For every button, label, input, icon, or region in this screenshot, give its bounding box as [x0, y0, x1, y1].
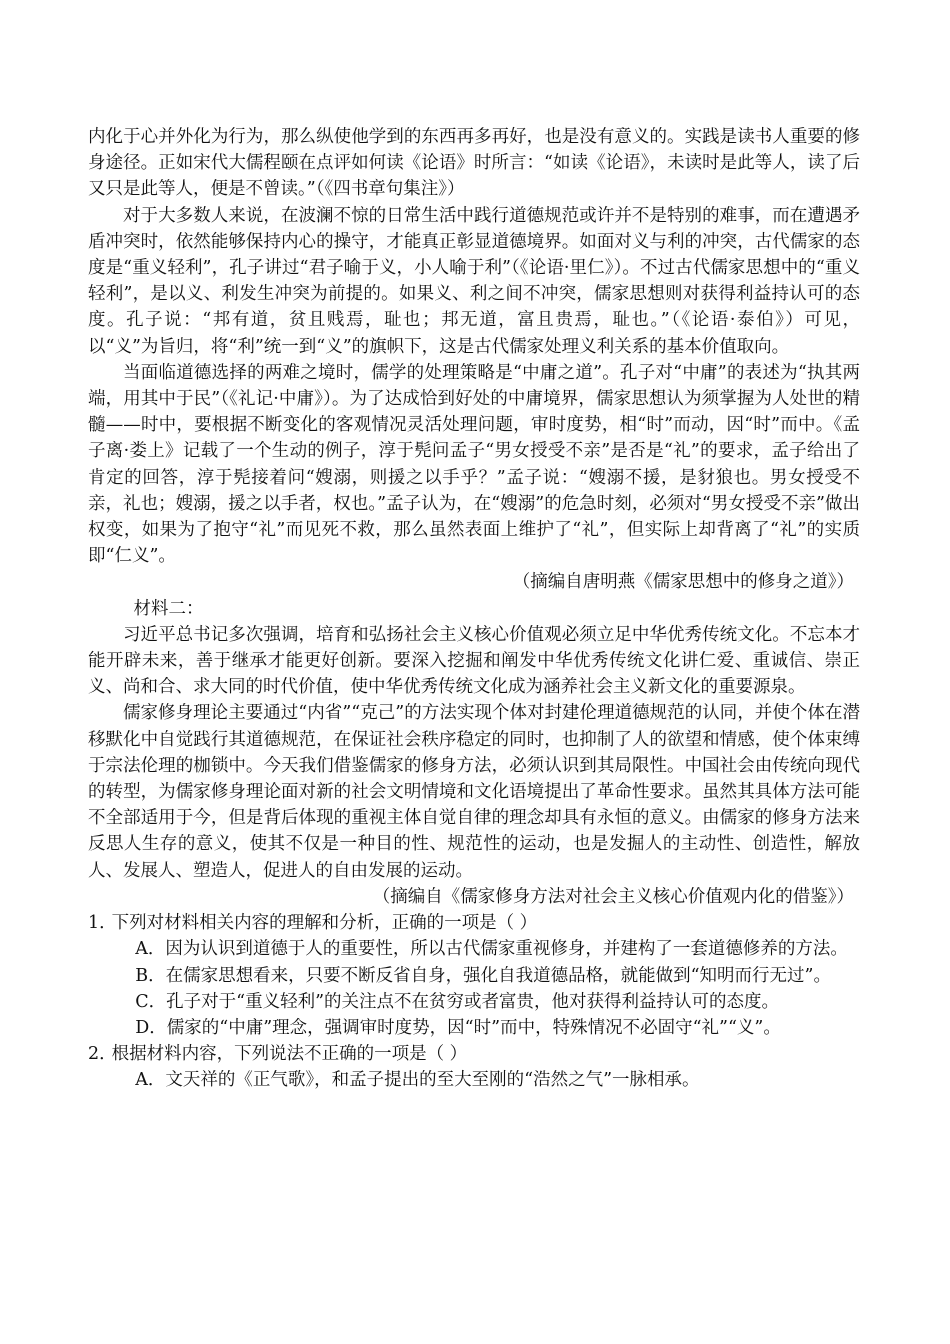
material-label: 材料二：: [133, 598, 204, 619]
exam-page: [88, 124, 860, 1094]
option-d[interactable]: D．儒家的“中庸”理念，强调审时度势，因“时”而中，特殊情况不必固守“礼”“义”。: [135, 1017, 781, 1038]
option-c[interactable]: C．孔子对于“重义轻利”的关注点不在贫穷或者富贵，他对获得利益持认可的态度。: [135, 991, 780, 1012]
question-2: [88, 1041, 860, 1093]
passage-paragraph: 当面临道德选择的两难之境时，儒学的处理策略是“中庸之道”。孔子对“中庸”的表述为“执其两端，用其中于民”（《礼记·中庸》）。为了达成恰到好处的中庸境界，儒家思想认为须掌握为人处世的精髓——时中，要根据不断变化的客观情况灵活处理问题，审时度势，相“时”而动，因“时”而中。《孟子离·娄上》记载了一个生动的例子，淳于髡问孟子“男女授受不亲”是否是“礼”的要求，孟子给出了肯定的回答，淳于髡接着问“嫂溺，则援之以手乎？”孟子说：“嫂溺不援，是豺狼也。男女授受不亲，礼也；嫂溺，援之以手者，权也。”孟子认为，在“嫂溺”的危急时刻，必须对“男女授受不亲”做出权变，如果为了抱守“礼”而见死不救，那么虽然表面上维护了“礼”，但实际上却背离了“礼”的实质即“仁义”。: [88, 362, 860, 567]
passage-paragraph: 对于大多数人来说，在波澜不惊的日常生活中践行道德规范或许并不是特别的难事，而在遭遇矛盾冲突时，依然能够保持内心的操守，才能真正彰显道德境界。如面对义与利的冲突，古代儒家的态度是“重义轻利”，孔子讲过“君子喻于义，小人喻于利”（《论语·里仁》）。不过古代儒家思想中的“重义轻利”，是以义、利发生冲突为前提的。如果义、利之间不冲突，儒家思想则对获得利益持认可的态度。孔子说：“邦有道，贫且贱焉，耻也；邦无道，富且贵焉，耻也。”（《论语·泰伯》）可见，以“义”为旨归，将“利”统一到“义”的旗帜下，这是古代儒家处理义利关系的基本价值取向。: [88, 205, 860, 357]
passage-paragraph: 儒家修身理论主要通过“内省”“克己”的方法实现个体对封建伦理道德规范的认同，并使个体在潜移默化中自觉践行其道德规范，在保证社会秩序稳定的同时，也抑制了人的欲望和情感，使个体束缚于宗法伦理的枷锁中。今天我们借鉴儒家的修身方法，必须认识到其局限性。中国社会由传统向现代的转型，为儒家修身理论面对新的社会文明情境和文化语境提出了革命性要求。虽然其具体方法可能不全部适用于今，但是背后体现的重视主体自觉自律的理念却具有永恒的意义。由儒家的修身方法来反思人生存的意义，使其不仅是一种目的性、规范性的运动，也是发掘人的主动性、创造性，解放人、发展人、塑造人，促进人的自由发展的运动。: [88, 703, 860, 881]
passage-paragraph: 内化于心并外化为行为，那么纵使他学到的东西再多再好，也是没有意义的。实践是读书人重要的修身途径。正如宋代大儒程颐在点评如何读《论语》时所言：“如读《论语》，未读时是此等人，读了后又只是此等人，便是不曾读。”（《四书章句集注》）: [88, 127, 860, 200]
source-citation: （摘编自《儒家修身方法对社会主义核心价值观内化的借鉴》）: [372, 886, 854, 907]
question-stem: 下列对材料相关内容的理解和分析，正确的一项是（ ）: [111, 913, 538, 934]
passage-paragraph: 习近平总书记多次强调，培育和弘扬社会主义核心价值观必须立足中华优秀传统文化。不忘本才能开辟未来，善于继承才能更好创新。要深入挖掘和阐发中华优秀传统文化讲仁爱、重诚信、崇正义、尚和合、求大同的时代价值，使中华优秀传统文化成为涵养社会主义新文化的重要源泉。: [88, 624, 860, 698]
question-number: 2．: [88, 1044, 117, 1065]
question-number: 1．: [88, 913, 117, 934]
option-a[interactable]: A．因为认识到道德于人的重要性，所以古代儒家重视修身，并建构了一套道德修养的方法。: [135, 939, 848, 960]
option-b[interactable]: B．在儒家思想看来，只要不断反省自身，强化自我道德品格，就能做到“知明而行无过”。: [135, 965, 832, 986]
source-citation: （摘编自唐明燕《儒家思想中的修身之道》）: [512, 572, 854, 593]
question-1: [88, 910, 860, 1041]
option-a[interactable]: A．文天祥的《正气歌》，和孟子提出的至大至刚的“浩然之气”一脉相承。: [135, 1070, 700, 1091]
question-stem: 根据材料内容，下列说法不正确的一项是（ ）: [111, 1044, 468, 1065]
